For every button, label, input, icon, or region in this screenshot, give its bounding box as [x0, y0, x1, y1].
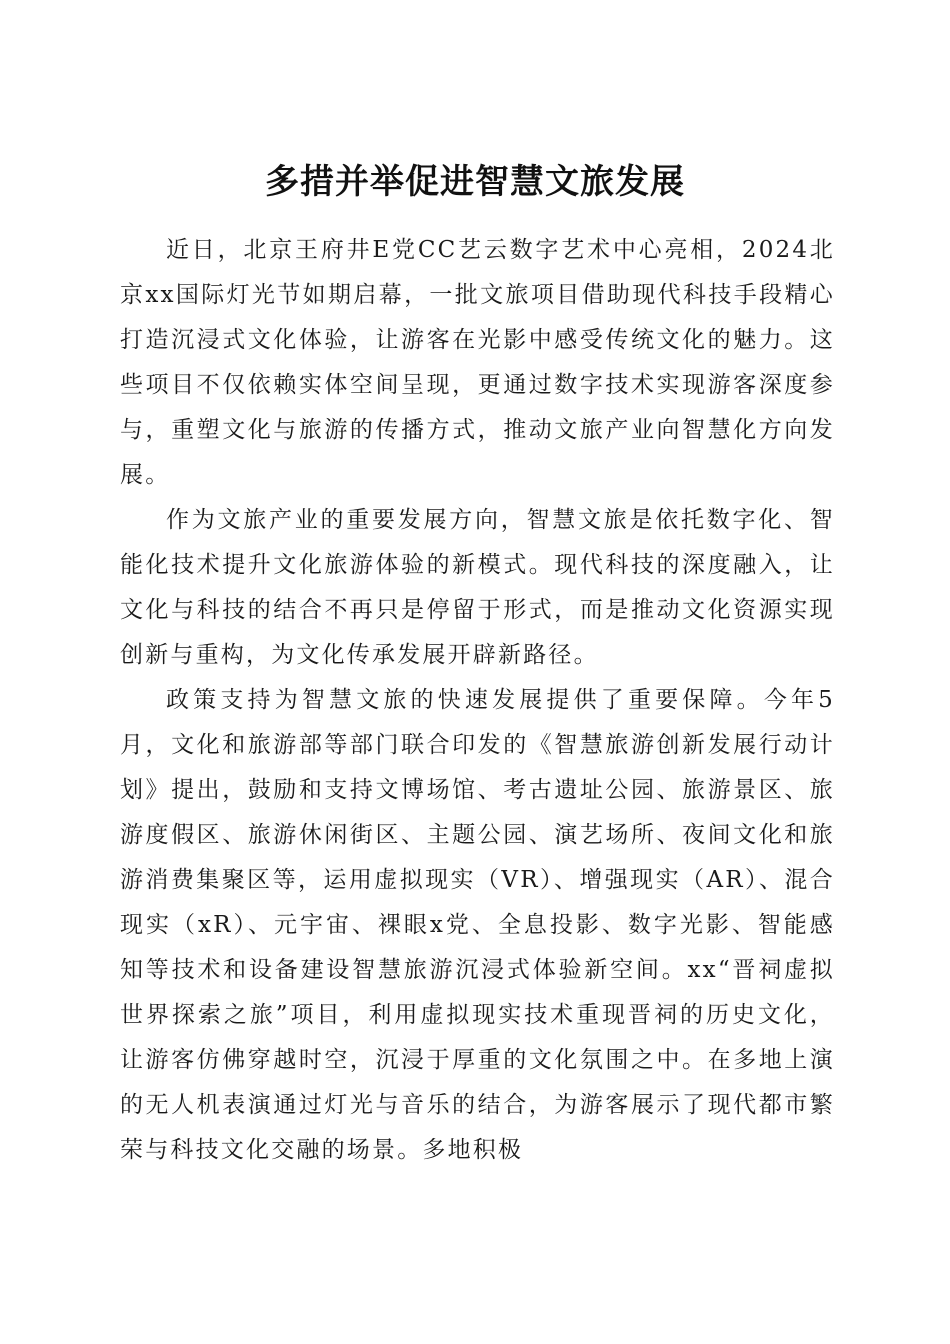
paragraph-1: 近日，北京王府井E党CC艺云数字艺术中心亮相，2024北京xx国际灯光节如期启幕，一批文旅项目借助现代科技手段精心打造沉浸式文化体验，让游客在光影中感受传统文化的魅力。这些项目不仅依赖实体空间呈现，更通过数字技术实现游客深度参与，重塑文化与旅游的传播方式，推动文旅产业向智慧化方向发展。	[120, 237, 835, 488]
paragraph-2: 作为文旅产业的重要发展方向，智慧文旅是依托数字化、智能化技术提升文化旅游体验的新模式。现代科技的深度融入，让文化与科技的结合不再只是停留于形式，而是推动文化资源实现创新与重构，为文化传承发展开辟新路径。	[120, 507, 835, 668]
paragraph-3: 政策支持为智慧文旅的快速发展提供了重要保障。今年5月，文化和旅游部等部门联合印发的《智慧旅游创新发展行动计划》提出，鼓励和支持文博场馆、考古遗址公园、旅游景区、旅游度假区、旅游休闲街区、主题公园、演艺场所、夜间文化和旅游消费集聚区等，运用虚拟现实（VR）、增强现实（AR）、混合现实（xR）、元宇宙、裸眼x党、全息投影、数字光影、智能感知等技术和设备建设智慧旅游沉浸式体验新空间。xx“晋祠虚拟世界探索之旅”项目，利用虚拟现实技术重现晋祠的历史文化，让游客仿佛穿越时空，沉浸于厚重的文化氛围之中。在多地上演的无人机表演通过灯光与音乐的结合，为游客展示了现代都市繁荣与科技文化交融的场景。多地积极	[120, 687, 835, 1163]
document-body	[120, 228, 835, 1173]
document-title: 多措并举促进智慧文旅发展	[265, 161, 685, 202]
